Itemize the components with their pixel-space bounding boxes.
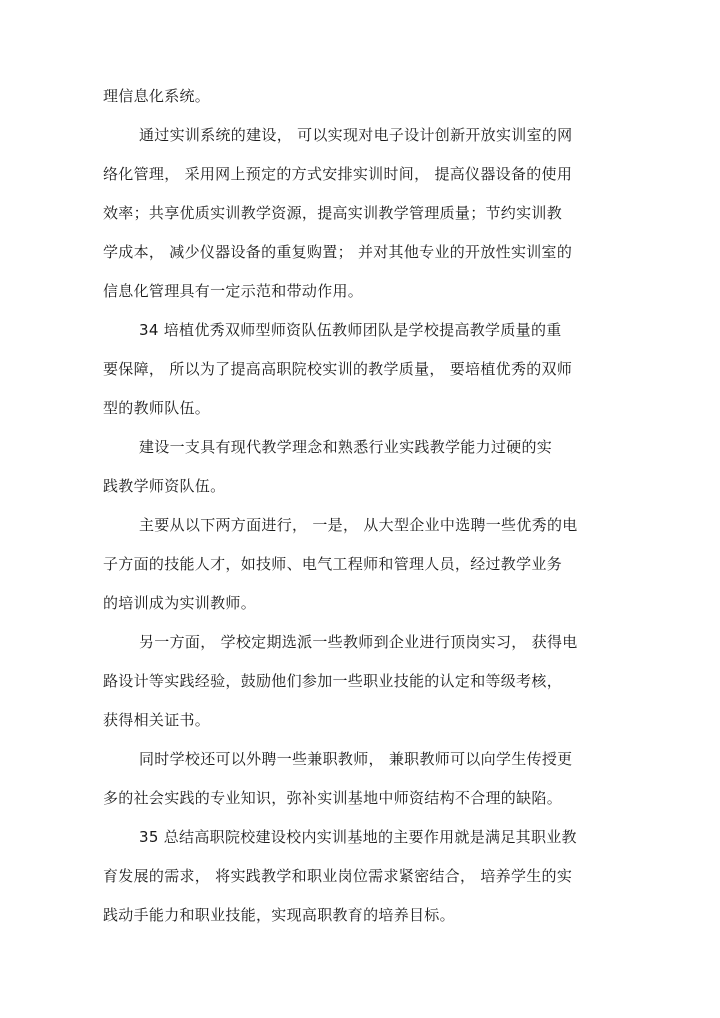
text-line: 型的教师队伍。 [103, 399, 211, 417]
text-line: 另一方面， 学校定期选派一些教师到企业进行顶岗实习， 获得电 [139, 633, 578, 651]
text-line: 的培训成为实训教师。 [103, 594, 257, 612]
text-line: 35 总结高职院校建设校内实训基地的主要作用就是满足其职业教 [139, 828, 577, 846]
text-line: 信息化管理具有一定示范和带动作用。 [103, 282, 364, 300]
text-line: 路设计等实践经验，鼓励他们参加一些职业技能的认定和等级考核， [103, 672, 563, 690]
text-line: 践教学师资队伍。 [103, 477, 226, 495]
text-line: 建设一支具有现代教学理念和熟悉行业实践教学能力过硬的实 [139, 438, 553, 456]
text-line: 育发展的需求， 将实践教学和职业岗位需求紧密结合， 培养学生的实 [103, 867, 573, 885]
text-line: 多的社会实践的专业知识，弥补实训基地中师资结构不合理的缺陷。 [103, 789, 563, 807]
text-line: 同时学校还可以外聘一些兼职教师， 兼职教师可以向学生传授更 [139, 750, 573, 768]
text-line: 效率；共享优质实训教学资源，提高实训教学管理质量；节约实训教 [103, 204, 563, 222]
text-line: 获得相关证书。 [103, 711, 211, 729]
text-line: 践动手能力和职业技能，实现高职教育的培养目标。 [103, 906, 455, 924]
text-line: 要保障， 所以为了提高高职院校实训的教学质量， 要培植优秀的双师 [103, 360, 573, 378]
text-line: 通过实训系统的建设， 可以实现对电子设计创新开放实训室的网 [139, 126, 573, 144]
text-line: 络化管理， 采用网上预定的方式安排实训时间， 提高仪器设备的使用 [103, 165, 573, 183]
text-line: 子方面的技能人才，如技师、电气工程师和管理人员，经过教学业务 [103, 555, 563, 573]
text-line: 34 培植优秀双师型师资队伍教师团队是学校提高教学质量的重 [139, 321, 562, 339]
text-line: 学成本， 减少仪器设备的重复购置； 并对其他专业的开放性实训室的 [103, 243, 573, 261]
text-line: 主要从以下两方面进行， 一是， 从大型企业中选聘一些优秀的电 [139, 516, 578, 534]
text-line: 理信息化系统。 [103, 87, 211, 105]
